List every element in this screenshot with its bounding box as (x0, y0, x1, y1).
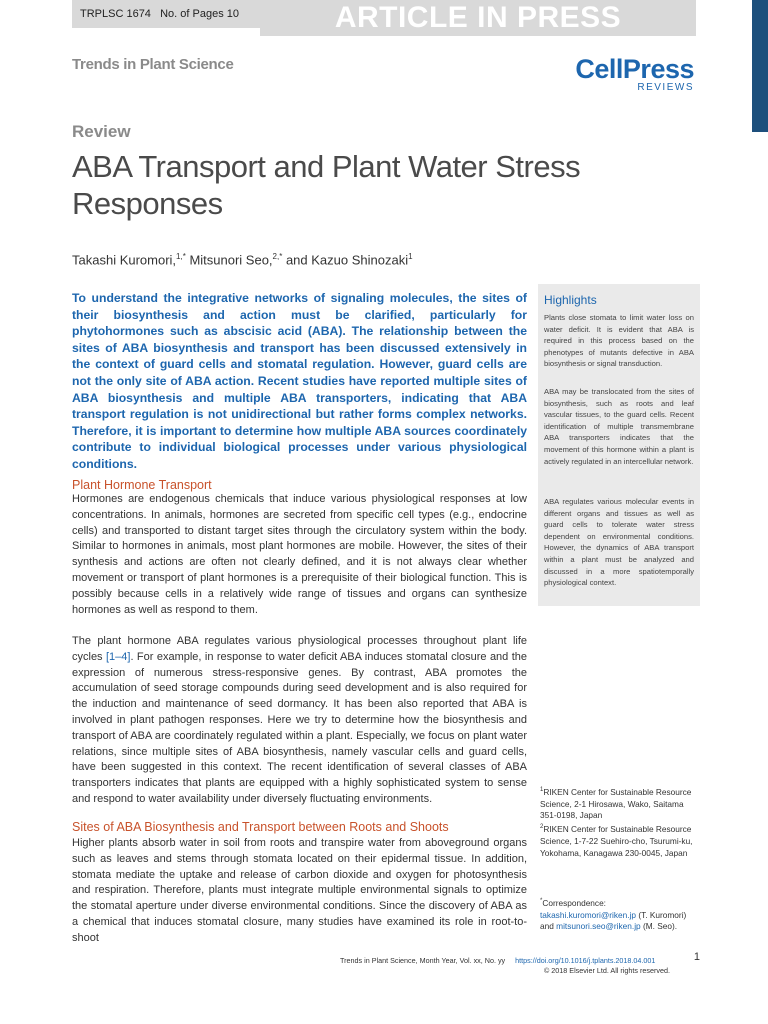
affiliation-2 (540, 822, 700, 859)
affiliation-2-text: RIKEN Center for Sustainable Resource Science, 1-7-22 Suehiro-cho, Tsurumi-ku, Yokohama, Kanagawa 230-0045, Japan (540, 823, 693, 858)
correspondence-and: and (540, 921, 557, 932)
title-line-2: Responses (72, 186, 223, 221)
paragraph-text: . For example, in response to water deficit ABA induces stomatal closure and the expression of numerous stress-responsive genes. By contrast, ABA promotes the accumulation of seed storage compounds during seed development and is also required for the induction and maintenance of seed dormancy. It has been also reported that ABA is involved in plant pathogen responses. Here we try to determine how the biosynthesis and transport of ABA are coordinately regulated within a plant. Especially, we focus on plant water relations, since multiple sites of ABA biosynthesis, namely vascular cells and guard cells, have been suggested in this context. The recent identification of several classes of ABA transporters indicates that plants are equipped with a highly sophisticated system to sense and respond to water availability under diversely fluctuating environments. (72, 650, 527, 805)
citation: Trends in Plant Science, Month Year, Vol. xx, No. yy (340, 956, 506, 965)
page-number: 1 (693, 951, 700, 963)
correspondence-name-1: (T. Kuromori) (636, 909, 687, 920)
author-3: and Kazuo Shinozaki (282, 252, 409, 268)
side-color-tab (752, 0, 768, 132)
page-count: No. of Pages 10 (160, 8, 239, 20)
correspondence-mark: * (540, 898, 543, 904)
affiliation-1 (540, 785, 700, 822)
body-paragraph: Hormones are endogenous chemicals that induce various physiological responses at low concentrations. In animals, hormones are secreted from specific cell types (e.g., endocrine cells) and transported to distant target sites through the circulatory system within the body. Similar to hormones in animals, most plant hormones are mobile. However, the sites of their synthesis and actions are often not clearly defined, and it is not always clear whether movement or transport of plant hormones is a prerequisite of their biological function. This is possibly because cells in a relatively wide range of tissues and organs can synthesize hormones as well as respond to them. (72, 493, 527, 616)
author-1: Takashi Kuromori, (72, 252, 177, 268)
highlights-box (538, 284, 700, 606)
highlight-item: Plants close stomata to limit water loss on water deficit. It is evident that ABA is required in this process based on the phenotypes of mutants defective in ABA biosynthesis or signal transduction. (544, 313, 694, 369)
copyright: © 2018 Elsevier Ltd. All rights reserved. (544, 966, 670, 975)
body-paragraph (72, 634, 527, 808)
paragraph-text: The plant hormone ABA regulates various physiological processes throughout plant life cycles (72, 635, 527, 663)
correspondence-line-2 (540, 921, 705, 933)
affiliation-2-mark: 2 (540, 824, 544, 831)
publisher-tagline: REVIEWS (637, 82, 694, 93)
correspondence-name-2: (M. Seo). (640, 921, 678, 932)
page-footer (340, 951, 700, 966)
article-in-press-banner (0, 0, 768, 36)
doi-link[interactable]: https://doi.org/10.1016/j.tplants.2018.04.001 (515, 956, 656, 965)
article-type: Review (72, 122, 131, 141)
article-in-press-label: ARTICLE IN PRESS (260, 0, 696, 36)
section-heading-aba-biosynthesis: Sites of ABA Biosynthesis and Transport between Roots and Shoots (72, 820, 449, 834)
journal-name: Trends in Plant Science (72, 56, 234, 73)
publisher-name: CellPress (575, 54, 694, 84)
highlights-heading: Highlights (544, 293, 597, 307)
email-link-seo[interactable]: mitsunori.seo@riken.jp (556, 921, 641, 932)
affiliations (540, 785, 700, 859)
highlight-item: ABA may be translocated from the sites of biosynthesis, such as roots and leaf vascular tissues, to the guard cells. Recent identification of multiple transmembrane ABA transporters indicates that the movement of this hormone within a plant is actively regulated in an intercellular network. (544, 387, 694, 466)
author-3-affil: 1 (408, 252, 413, 261)
affiliation-1-mark: 1 (540, 787, 544, 793)
affiliation-1-text: RIKEN Center for Sustainable Resource Science, 2-1 Hirosawa, Wako, Saitama 351-0198, Japan (540, 786, 692, 821)
abstract: To understand the integrative networks of signaling molecules, the sites of their biosynthesis and action must be clarified, particularly for phytohormones such as abscisic acid (ABA). The relationship between the sites of ABA biosynthesis and transport has been discussed extensively in the context of guard cells and stomatal regulation. However, guard cells are not the only site of ABA action. Recent studies have reported multiple sites of ABA biosynthesis and multiple ABA transporters, indicating that ABA transport regulation is not unidirectional but rather forms complex networks. Therefore, it is important to determine how multiple ABA sources coordinately contribute to individual biological processes under various physiological conditions. (72, 291, 527, 471)
highlight-item: ABA regulates various molecular events in different organs and tissues as well as guard cells to tolerate water stress dependent on environmental conditions. However, the dynamics of ABA transport within a plant must be analyzed and discussed in a more spatiotemporally physiological context. (544, 497, 694, 588)
email-link-kuromori[interactable]: takashi.kuromori@riken.jp (540, 909, 637, 920)
section-heading-plant-hormone-transport: Plant Hormone Transport (72, 478, 212, 492)
title-line-1: ABA Transport and Plant Water Stress (72, 149, 581, 184)
author-2: Mitsunori Seo, (185, 252, 273, 268)
body-paragraph: Higher plants absorb water in soil from roots and transpire water from aboveground organs such as leaves and stems through stomata located on their epidermal tissue. In addition, stomata mediate the uptake and release of carbon dioxide and oxygen for photosynthesis and respiration. Therefore, plants must integrate multiple environmental signals to optimize the stomatal aperture under diverse environmental conditions. Since the discovery of ABA as a chemical that induces stomatal closure, many studies have examined its role in root-to-shoot (72, 837, 527, 944)
article-title (72, 148, 672, 222)
author-list (72, 252, 413, 267)
author-1-affil: 1,* (176, 252, 186, 261)
reference-link[interactable]: [1–4] (105, 650, 131, 663)
manuscript-info (72, 0, 260, 28)
correspondence-label-text: Correspondence: (542, 897, 606, 908)
manuscript-id: TRPLSC 1674 (80, 8, 151, 20)
correspondence (540, 896, 705, 933)
correspondence-label (540, 896, 705, 910)
cellpress-logo (560, 54, 700, 98)
correspondence-line-1 (540, 910, 705, 922)
author-2-affil: 2,* (272, 252, 283, 261)
